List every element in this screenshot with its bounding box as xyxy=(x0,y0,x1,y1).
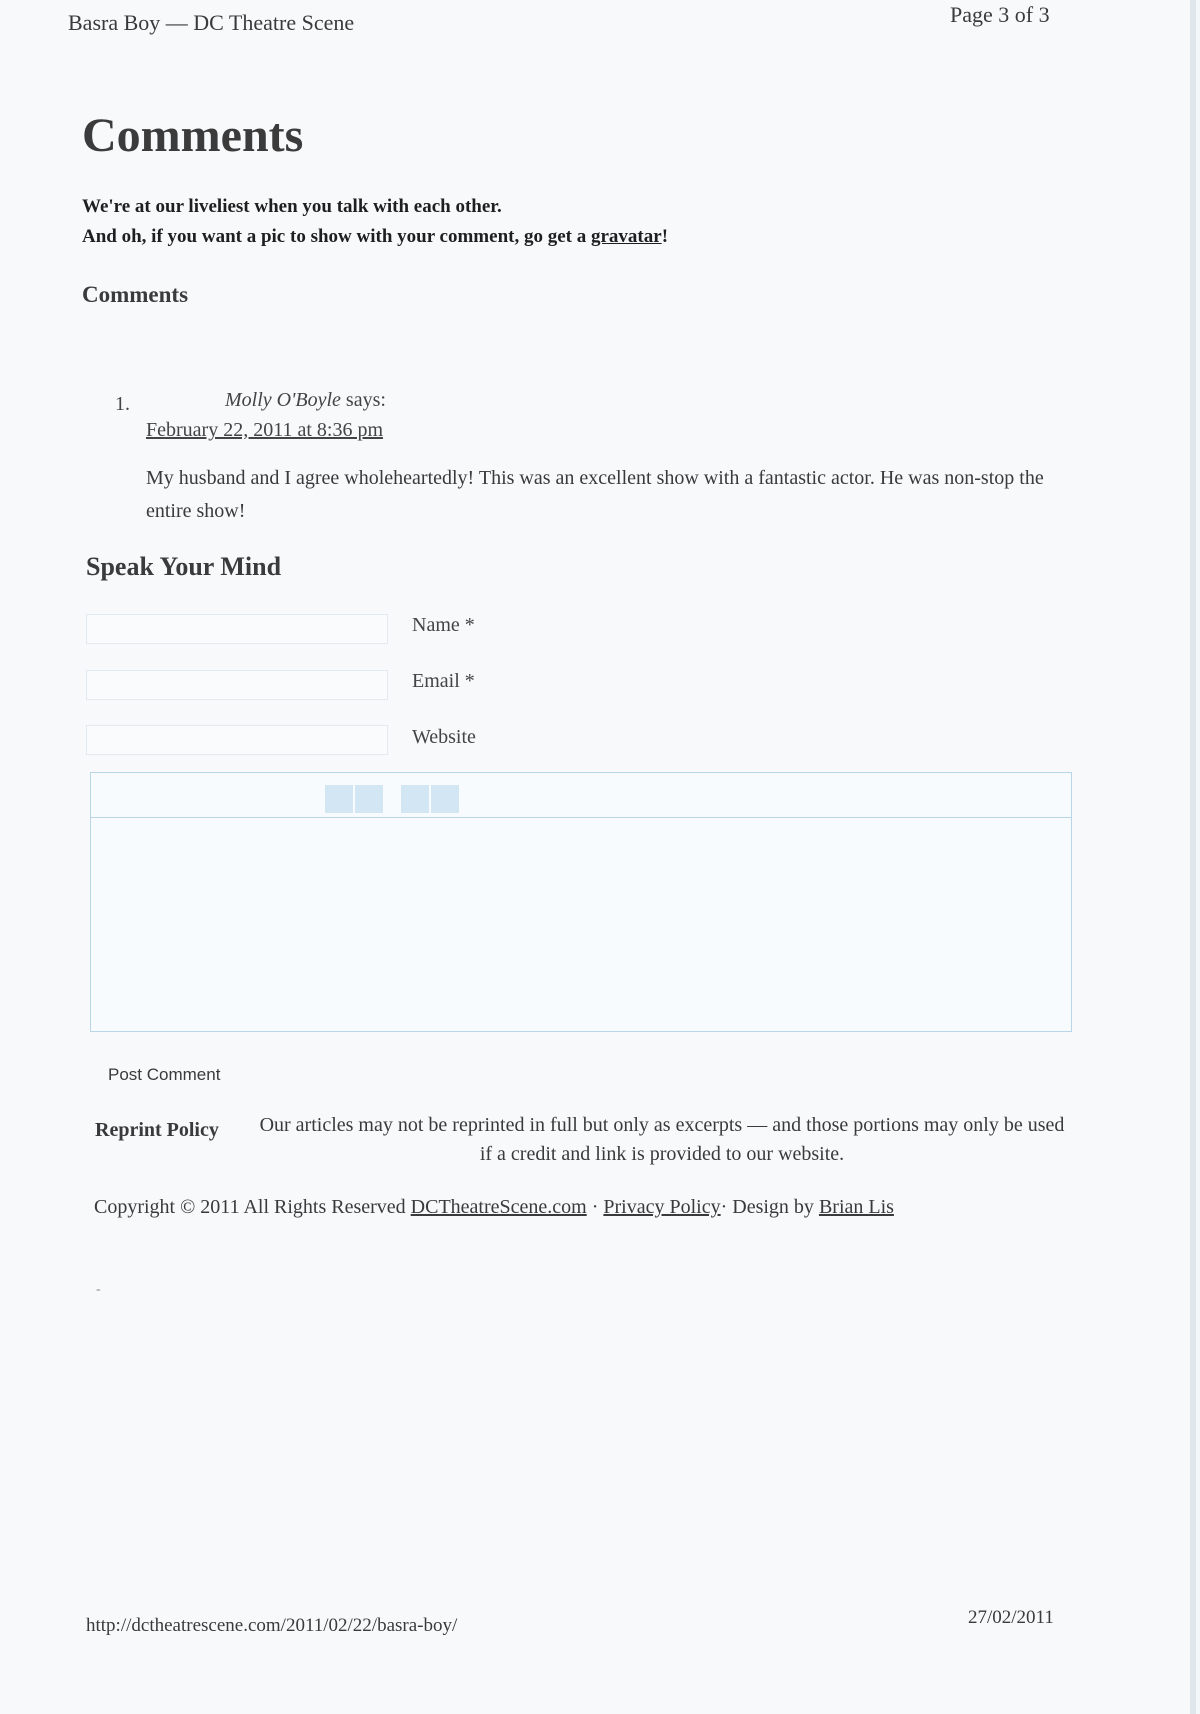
comment-date-link[interactable]: February 22, 2011 at 8:36 pm xyxy=(146,419,384,441)
intro-line-2-suffix: ! xyxy=(661,226,669,247)
footer-dash: - xyxy=(96,1282,101,1297)
comment-text: My husband and I agree wholeheartedly! This was an excellent show with a fantastic actor. He was non-stop the entire show! xyxy=(146,467,1044,522)
name-input[interactable] xyxy=(86,614,388,644)
copyright-line xyxy=(94,1190,1054,1224)
toolbar-button-3[interactable] xyxy=(401,785,429,813)
email-input[interactable] xyxy=(86,670,388,700)
toolbar-button-2[interactable] xyxy=(355,785,383,813)
name-label: Name * xyxy=(412,614,475,636)
editor-toolbar xyxy=(91,773,1071,818)
comments-subheading: Comments xyxy=(82,282,189,307)
site-link[interactable]: DCTheatreScene.com xyxy=(410,1196,587,1218)
reprint-policy-label: Reprint Policy xyxy=(95,1119,219,1141)
comments-intro xyxy=(82,192,668,252)
comment-says: says: xyxy=(345,389,386,411)
footer-separator: · xyxy=(591,1196,599,1218)
print-header-page-number: Page 3 of 3 xyxy=(950,2,1050,27)
intro-line-2-prefix: And oh, if you want a pic to show with your comment, go get a xyxy=(82,226,591,247)
comment-number: 1. xyxy=(115,393,130,415)
comment-author: Molly O'Boyle xyxy=(225,389,341,411)
intro-line-2 xyxy=(82,222,668,252)
post-comment-button[interactable]: Post Comment xyxy=(108,1065,221,1084)
copyright-text: Copyright © 2011 All Rights Reserved xyxy=(94,1196,406,1218)
gravatar-link[interactable]: gravatar xyxy=(590,226,662,247)
comment-editor[interactable] xyxy=(90,772,1072,1032)
designer-link[interactable]: Brian Lis xyxy=(818,1196,894,1218)
print-header-title: Basra Boy — DC Theatre Scene xyxy=(68,10,355,35)
toolbar-button-4[interactable] xyxy=(431,785,459,813)
intro-line-1: We're at our liveliest when you talk with each other. xyxy=(82,196,502,217)
website-input[interactable] xyxy=(86,725,388,755)
reprint-policy-text: Our articles may not be reprinted in full but only as excerpts — and those portions may only be used if a credit and link is provided to our website. xyxy=(259,1114,1065,1165)
website-label: Website xyxy=(412,726,476,748)
print-footer-url: http://dctheatrescene.com/2011/02/22/basra-boy/ xyxy=(86,1615,458,1636)
privacy-policy-link[interactable]: Privacy Policy xyxy=(603,1196,721,1218)
design-by-text: · Design by xyxy=(720,1196,814,1218)
speak-your-mind-heading: Speak Your Mind xyxy=(86,552,282,581)
print-footer-date: 27/02/2011 xyxy=(968,1607,1054,1628)
email-label: Email * xyxy=(412,670,475,692)
toolbar-button-1[interactable] xyxy=(325,785,353,813)
comments-heading: Comments xyxy=(82,109,304,162)
page-edge xyxy=(1190,0,1196,1714)
comment-author-line xyxy=(225,389,386,412)
